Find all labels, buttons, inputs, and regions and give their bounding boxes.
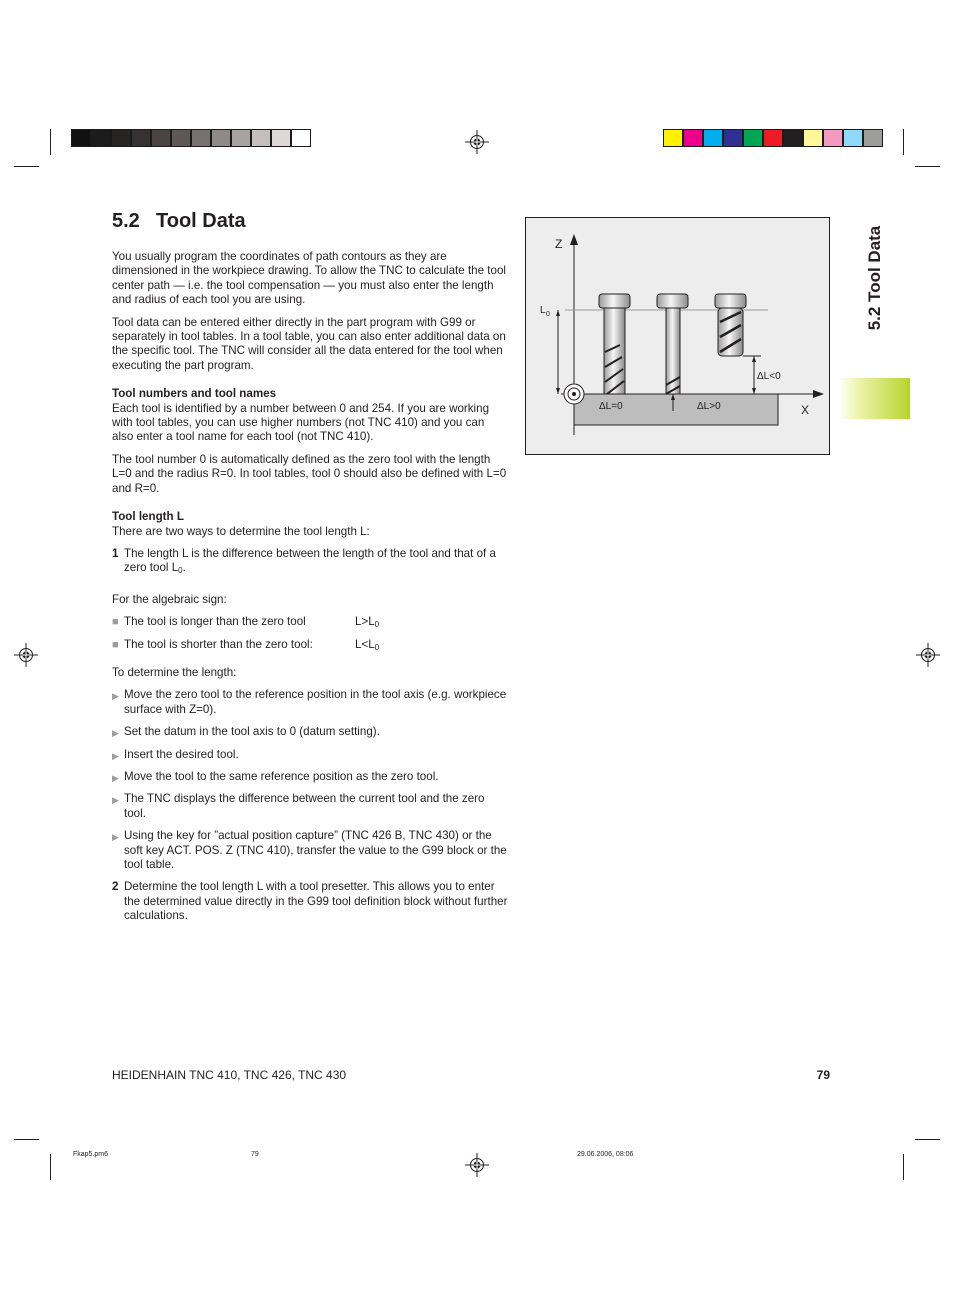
numbered-step xyxy=(112,880,508,923)
paragraph: For the algebraic sign: xyxy=(112,592,227,606)
color-swatch xyxy=(803,129,823,147)
gray-swatch xyxy=(211,129,231,147)
step-text: Move the tool to the same reference position as the zero tool. xyxy=(124,769,439,783)
slug-date: 29.06.2006, 08:06 xyxy=(577,1151,634,1158)
color-swatch xyxy=(843,129,863,147)
step-text: Insert the desired tool. xyxy=(124,747,239,761)
comparison xyxy=(355,615,379,632)
deltal-zero-label: ΔL=0 xyxy=(599,401,623,412)
gray-swatch xyxy=(91,129,111,147)
square-bullet-icon: ■ xyxy=(112,616,119,629)
triangle-bullet-icon: ▶ xyxy=(112,691,119,702)
subscript: 0 xyxy=(374,642,380,652)
side-running-head-text: 5.2 Tool Data xyxy=(865,225,884,331)
step-number: 2 xyxy=(112,880,119,894)
crop-mark xyxy=(50,129,51,155)
step-text: Using the key for ”actual position capture” (TNC 426 B, TNC 430) or the soft key ACT. POS. Z (TNC 410), transfer the value to the G99 block or the tool table. xyxy=(124,829,507,871)
gray-swatch xyxy=(71,129,91,147)
crop-mark xyxy=(915,166,940,167)
zero-tool xyxy=(599,294,630,394)
gray-swatch xyxy=(271,129,291,147)
color-swatch xyxy=(723,129,743,147)
section-number: 5.2 xyxy=(112,210,140,232)
comparison xyxy=(355,638,379,655)
paragraph: Tool data can be entered either directly in the part program with G99 or separately in tool tables. In a tool table, you can also enter additional data on the specific tool. The TNC will consider all the data entered for the tool when executing the part program. xyxy=(112,315,506,372)
tool-length-figure xyxy=(525,217,830,455)
subheading-tool-numbers: Tool numbers and tool names xyxy=(112,387,277,401)
arrow-step xyxy=(112,725,508,739)
triangle-bullet-icon: ▶ xyxy=(112,832,119,843)
color-swatch xyxy=(663,129,683,147)
paragraph: To determine the length: xyxy=(112,665,237,679)
z-axis-label: Z xyxy=(555,237,563,251)
slug-file: Fkap5.pm6 xyxy=(73,1151,109,1158)
triangle-bullet-icon: ▶ xyxy=(112,728,119,739)
triangle-bullet-icon: ▶ xyxy=(112,795,119,806)
bullet-item xyxy=(112,615,508,629)
step-text: The TNC displays the difference between the current tool and the zero tool. xyxy=(124,792,485,820)
gray-swatch xyxy=(131,129,151,147)
arrow-step xyxy=(112,770,508,784)
page-number: 79 xyxy=(816,1068,830,1082)
step-number: 1 xyxy=(112,546,119,560)
registration-mark-icon xyxy=(465,1153,489,1177)
deltal-positive-label: ΔL>0 xyxy=(697,401,721,412)
comparison-text: L>L xyxy=(355,615,375,629)
step-text-end: . xyxy=(182,561,186,575)
crop-mark xyxy=(14,166,39,167)
datum-icon xyxy=(564,384,584,404)
color-swatch xyxy=(863,129,883,147)
paragraph: Each tool is identified by a number between 0 and 254. If you are working with tool tables, you can use higher numbers (not TNC 410) and you can also enter a tool name for each tool (not TNC 410). xyxy=(112,401,490,444)
gray-swatch xyxy=(251,129,271,147)
gray-swatch xyxy=(231,129,251,147)
color-swatch xyxy=(703,129,723,147)
arrow-step xyxy=(112,792,508,821)
crop-mark xyxy=(915,1139,940,1140)
crop-mark xyxy=(903,1154,904,1180)
gray-swatch xyxy=(111,129,131,147)
crop-mark xyxy=(903,129,904,155)
color-swatch xyxy=(683,129,703,147)
bullet-item xyxy=(112,638,508,652)
numbered-step xyxy=(112,547,508,579)
bullet-text: The tool is shorter than the zero tool: xyxy=(124,637,313,651)
step-text: The length L is the difference between the length of the tool and that of a zero tool L xyxy=(124,546,496,575)
slug-page: 79 xyxy=(251,1151,259,1158)
crop-mark xyxy=(14,1139,39,1140)
gray-swatch xyxy=(191,129,211,147)
footer-manual-title: HEIDENHAIN TNC 410, TNC 426, TNC 430 xyxy=(112,1068,347,1082)
l0-label: L xyxy=(540,305,546,316)
l0-subscript: 0 xyxy=(546,311,550,318)
color-swatch xyxy=(783,129,803,147)
gray-swatch xyxy=(151,129,171,147)
step-text: Determine the tool length L with a tool presetter. This allows you to enter the determined value directly in the G99 tool definition block without further calculations. xyxy=(124,880,508,923)
arrow-step xyxy=(112,829,508,872)
color-swatch xyxy=(743,129,763,147)
comparison-text: L<L xyxy=(355,637,375,651)
paragraph: You usually program the coordinates of path contours as they are dimensioned in the workpiece drawing. To allow the TNC to calculate the tool center path — i.e. the tool compensation — you must also enter the length and radius of each tool you are using. xyxy=(112,250,506,307)
registration-mark-icon xyxy=(916,643,940,667)
registration-mark-icon xyxy=(465,130,489,154)
step-text: Move the zero tool to the reference position in the tool axis (e.g. workpiece surface with Z=0). xyxy=(124,688,507,716)
bullet-text: The tool is longer than the zero tool xyxy=(124,615,306,629)
subheading-tool-length: Tool length L xyxy=(112,510,184,524)
step-text: Set the datum in the tool axis to 0 (datum setting). xyxy=(124,725,380,739)
subscript: 0 xyxy=(178,566,183,576)
paragraph: The tool number 0 is automatically defined as the zero tool with the length L=0 and the radius R=0. In tool tables, tool 0 should also be defined with L=0 and R=0. xyxy=(112,452,507,495)
gray-swatch xyxy=(291,129,311,147)
chapter-tab xyxy=(838,378,910,419)
triangle-bullet-icon: ▶ xyxy=(112,750,119,761)
deltal-negative-label: ΔL<0 xyxy=(757,371,781,382)
x-axis-label: X xyxy=(801,403,810,417)
side-running-head xyxy=(865,213,885,343)
arrow-step xyxy=(112,688,508,717)
square-bullet-icon: ■ xyxy=(112,638,119,651)
crop-mark xyxy=(50,1154,51,1180)
subscript: 0 xyxy=(374,620,380,630)
triangle-bullet-icon: ▶ xyxy=(112,772,119,783)
gray-swatch xyxy=(171,129,191,147)
tool-deltal-negative xyxy=(715,294,746,356)
page-title xyxy=(112,210,246,233)
arrow-step xyxy=(112,748,508,762)
section-title: Tool Data xyxy=(156,210,246,232)
main-text xyxy=(112,250,508,932)
registration-mark-icon xyxy=(14,643,38,667)
color-swatch xyxy=(823,129,843,147)
paragraph: There are two ways to determine the tool length L: xyxy=(112,524,370,538)
color-swatch xyxy=(763,129,783,147)
